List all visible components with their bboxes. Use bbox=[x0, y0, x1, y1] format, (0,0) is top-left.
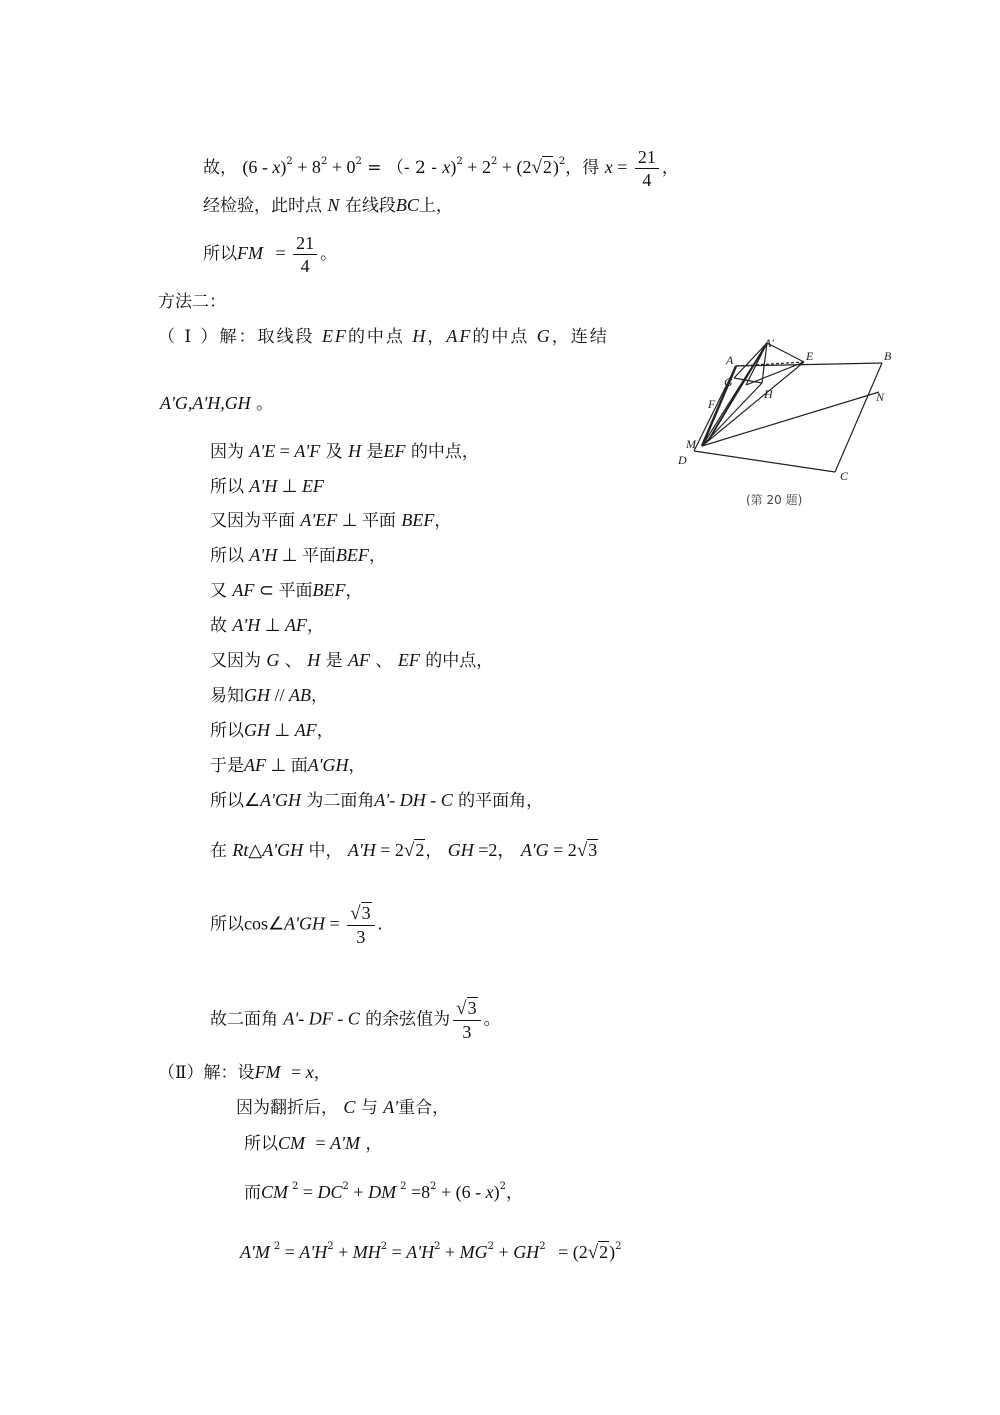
line-20: 故二面角 A'- DF - C 的余弦值为 $\frac{√3}{3}$ 。 bbox=[210, 998, 501, 1042]
label-F: F bbox=[708, 397, 716, 411]
fraction: $\frac{√3}{3}$ bbox=[347, 902, 374, 948]
line-6: A'G,A'H,GH 。 bbox=[160, 393, 274, 414]
label-H: H bbox=[764, 387, 773, 401]
line-13: 又因为 G 、 H 是 AF 、 EF 的中点， bbox=[210, 650, 494, 671]
label-E: E bbox=[806, 349, 814, 363]
line-9: 又因为平面 A'EF ⊥ 平面 BEF， bbox=[210, 510, 452, 531]
fraction: $\frac{21}{4}$ bbox=[635, 146, 659, 191]
edge-A1G bbox=[734, 343, 767, 378]
label-D: D bbox=[678, 453, 687, 467]
line-12: 故 A'H ⊥ AF， bbox=[210, 615, 324, 636]
label-A: A bbox=[726, 353, 734, 367]
figure-caption: (第 20 题) bbox=[746, 493, 803, 507]
label-G: G bbox=[724, 375, 733, 389]
sqrt: √2 bbox=[531, 157, 552, 178]
edge-BC bbox=[835, 363, 882, 472]
label-M: M bbox=[686, 437, 696, 451]
line-1: 故， $(6 - x)^2 + 8^2 + 0^2$ = （- $2 - x)^2 + 2^2 + (2√2)^2$，得 x = $\frac{21}{4}$ ， bbox=[203, 147, 679, 190]
sqrt: √2 bbox=[587, 1242, 609, 1263]
method-two-heading: 方法二： bbox=[158, 292, 226, 312]
line-2: 经检验，此时点 N 在线段BC上， bbox=[203, 195, 453, 216]
line-25: A'M $^2 = A'H^2 + MH^2 = A'H^2 + MG^2 + GH^2 = (2√2)^2$ bbox=[240, 1241, 622, 1263]
edge-MN bbox=[702, 392, 879, 446]
sqrt: √2 bbox=[403, 840, 425, 861]
edge-CD bbox=[694, 451, 835, 472]
label-A1: A' bbox=[764, 338, 774, 350]
line-17: 所以∠A'GH 为二面角A'- DH - C 的平面角， bbox=[210, 790, 544, 811]
line-11: 又 AF ⊂ 平面BEF， bbox=[210, 580, 363, 601]
line-23: 所以CM = A'M ， bbox=[244, 1133, 383, 1154]
edge-A1M-bold bbox=[708, 343, 767, 441]
geometry-figure bbox=[672, 338, 908, 513]
line-3: 所以FM = $\frac{21}{4}$ 。 bbox=[203, 233, 338, 276]
line-14: 易知GH // AB， bbox=[210, 685, 329, 706]
label-B: B bbox=[884, 349, 892, 363]
line-15: 所以GH ⊥ AF， bbox=[210, 720, 334, 741]
line-10: 所以 A'H ⊥ 平面BEF， bbox=[210, 545, 386, 566]
line-18: 在 Rt△A'GH 中， A'H = 2√2， GH =2， A'G = 2√3 bbox=[210, 840, 598, 861]
line-5: （ Ⅰ ）解：取线段 EF的中点 H，AF的中点 G，连结 bbox=[158, 326, 609, 347]
line-19: 所以cos∠A'GH = $\frac{√3}{3}$ . bbox=[210, 903, 383, 947]
line-21: （Ⅱ）解：设FM = x， bbox=[158, 1062, 331, 1083]
line-7: 因为 A'E = A'F 及 H 是EF 的中点， bbox=[210, 441, 479, 462]
label-C: C bbox=[840, 469, 849, 483]
line-8: 所以 A'H ⊥ EF bbox=[210, 476, 324, 497]
label-N: N bbox=[876, 390, 885, 404]
line-16: 于是AF ⊥ 面A'GH， bbox=[210, 755, 366, 776]
line-24: 而CM $^2 = DC^2$ + DM $^2 =8^2 + (6 - x)^2$， bbox=[244, 1181, 523, 1203]
figure-lines bbox=[694, 343, 882, 472]
sqrt: √3 bbox=[576, 840, 598, 861]
fraction: $\frac{21}{4}$ bbox=[293, 232, 317, 277]
figure-labels bbox=[677, 338, 892, 483]
fraction: $\frac{√3}{3}$ bbox=[453, 997, 480, 1043]
line-22: 因为翻折后， C 与 A'重合， bbox=[236, 1097, 450, 1118]
